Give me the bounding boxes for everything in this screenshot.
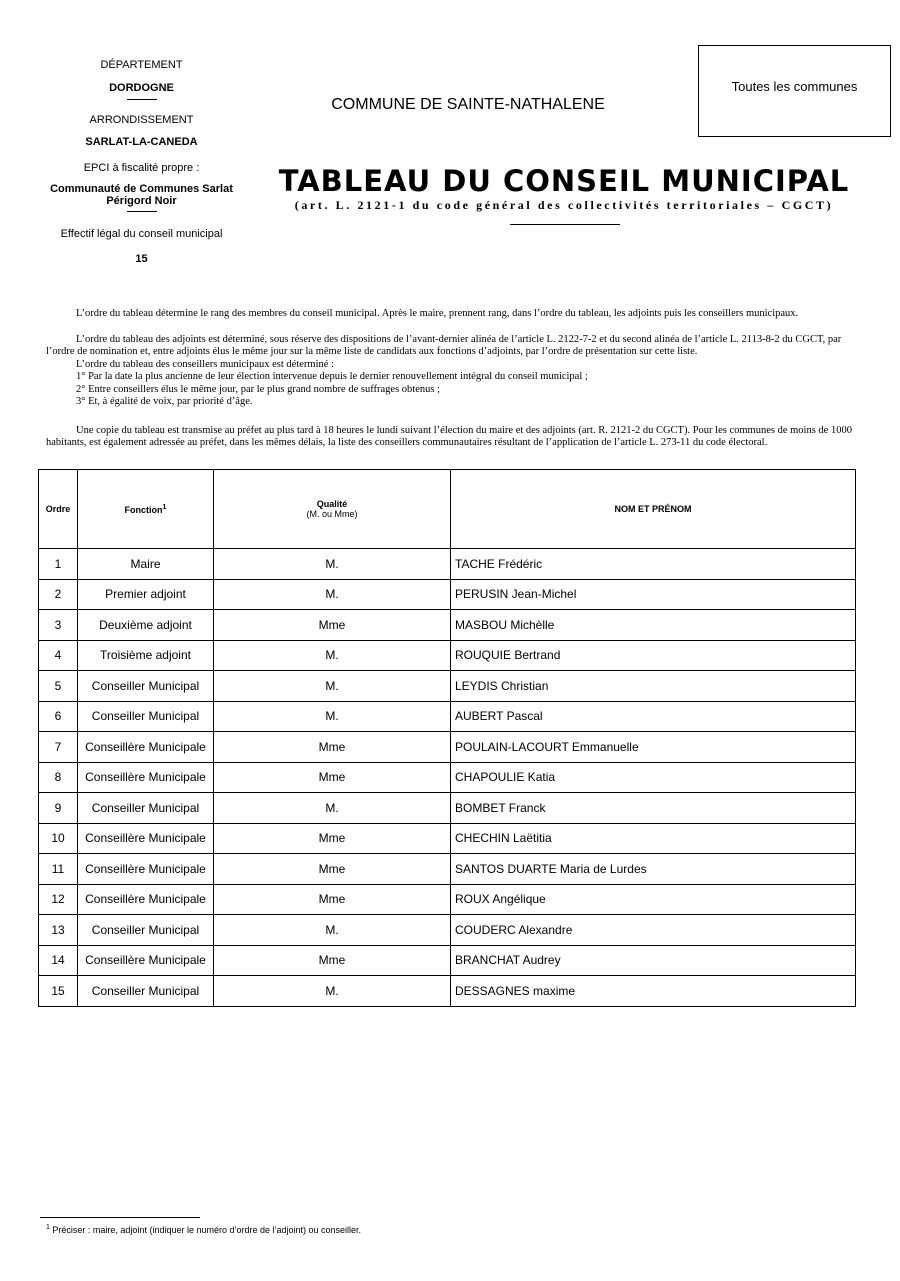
table-header-row (39, 470, 856, 549)
cell-nom: ROUQUIE Bertrand (451, 640, 856, 671)
cell-ordre: 3 (39, 610, 78, 641)
cell-ordre: 14 (39, 945, 78, 976)
table-row (39, 823, 856, 854)
cell-ordre: 6 (39, 701, 78, 732)
cell-nom: CHAPOULIE Katia (451, 762, 856, 793)
cell-fonction: Troisième adjoint (78, 640, 214, 671)
rules-text (46, 308, 856, 450)
cell-qualite: M. (214, 701, 451, 732)
table-body (39, 549, 856, 1007)
separator (127, 99, 157, 100)
table-row (39, 732, 856, 763)
cell-qualite: M. (214, 915, 451, 946)
cell-fonction: Deuxième adjoint (78, 610, 214, 641)
rule-paragraph: L’ordre du tableau des adjoints est déterminé, sous réserve des dispositions de l’avant-dernier alinéa de l’article L. 2122-7-2 et du second alinéa de l’article L. 2113-8-2 du CGCT, par l’ordre de nomination et, entre adjoints élus le même jour sur la même liste de candidats aux fonctions d’adjoints, par l’ordre de présentation sur cette liste. (46, 333, 842, 357)
cell-qualite: M. (214, 549, 451, 580)
page-title: TABLEAU DU CONSEIL MUNICIPAL (278, 164, 850, 198)
table-row (39, 701, 856, 732)
cell-ordre: 7 (39, 732, 78, 763)
cell-ordre: 11 (39, 854, 78, 885)
commune-scope-text: Toutes les communes (731, 79, 858, 94)
title-divider (510, 224, 620, 225)
rule-paragraph: L’ordre du tableau détermine le rang des membres du conseil municipal. Après le maire, prennent rang, dans l’ordre du tableau, les adjoints puis les conseillers municipaux. (76, 308, 799, 319)
rule-paragraph: 3° Et, à égalité de voix, par priorité d’âge. (76, 396, 253, 407)
cell-fonction: Premier adjoint (78, 579, 214, 610)
cell-fonction: Conseiller Municipal (78, 976, 214, 1007)
table-row (39, 976, 856, 1007)
cell-nom: DESSAGNES maxime (451, 976, 856, 1007)
cell-ordre: 8 (39, 762, 78, 793)
cell-qualite: Mme (214, 823, 451, 854)
header-nom: NOM ET PRÉNOM (451, 470, 856, 549)
table-row (39, 579, 856, 610)
cell-qualite: M. (214, 976, 451, 1007)
table-row (39, 854, 856, 885)
effectif-label: Effectif légal du conseil municipal (60, 228, 223, 240)
table-row (39, 762, 856, 793)
cell-ordre: 12 (39, 884, 78, 915)
cell-nom: BOMBET Franck (451, 793, 856, 824)
cell-fonction: Maire (78, 549, 214, 580)
commune-name: COMMUNE DE SAINTE-NATHALENE (331, 96, 605, 113)
cell-fonction: Conseiller Municipal (78, 671, 214, 702)
footnote-divider (40, 1217, 200, 1218)
cell-ordre: 4 (39, 640, 78, 671)
rule-paragraph: 2° Entre conseillers élus le même jour, par le plus grand nombre de suffrages obtenus ; (76, 383, 440, 395)
table-row (39, 610, 856, 641)
cell-nom: SANTOS DUARTE Maria de Lurdes (451, 854, 856, 885)
cell-qualite: M. (214, 671, 451, 702)
cell-nom: LEYDIS Christian (451, 671, 856, 702)
cell-fonction: Conseiller Municipal (78, 915, 214, 946)
cell-qualite: M. (214, 579, 451, 610)
cell-nom: BRANCHAT Audrey (451, 945, 856, 976)
cell-nom: POULAIN-LACOURT Emmanuelle (451, 732, 856, 763)
cell-ordre: 5 (39, 671, 78, 702)
cell-fonction: Conseillère Municipale (78, 884, 214, 915)
cell-nom: ROUX Angélique (451, 884, 856, 915)
effectif-value: 15 (135, 253, 148, 265)
cell-nom: COUDERC Alexandre (451, 915, 856, 946)
cell-fonction: Conseillère Municipale (78, 762, 214, 793)
footnote-number: 1 (46, 1224, 50, 1231)
table-row (39, 549, 856, 580)
cell-qualite: M. (214, 640, 451, 671)
cell-qualite: Mme (214, 732, 451, 763)
cell-nom: MASBOU Michèlle (451, 610, 856, 641)
arrondissement-value: SARLAT-LA-CANEDA (85, 136, 198, 148)
rule-paragraph: Une copie du tableau est transmise au préfet au plus tard à 18 heures le lundi suivant l’élection du maire et des adjoints (art. R. 2121-2 du CGCT). Pour les communes de moins de 1000 habitants, est également adressée au préfet, dans les mêmes délais, la liste des conseillers communautaires résultant de l’application de l’article L. 273-11 du code électoral. (46, 424, 852, 448)
cell-fonction: Conseillère Municipale (78, 823, 214, 854)
rule-paragraph: 1° Par la date la plus ancienne de leur élection intervenue depuis le dernier renouvellement intégral du conseil municipal ; (76, 371, 588, 382)
footnote-text: Préciser : maire, adjoint (indiquer le numéro d’ordre de l’adjoint) ou conseiller. (49, 1225, 362, 1235)
cell-qualite: Mme (214, 884, 451, 915)
table-row (39, 884, 856, 915)
table-row (39, 671, 856, 702)
council-table (38, 469, 856, 1007)
header-qualite-label: Qualité (316, 499, 348, 509)
cell-qualite: Mme (214, 762, 451, 793)
cell-qualite: M. (214, 793, 451, 824)
cell-ordre: 10 (39, 823, 78, 854)
table-row (39, 915, 856, 946)
header-fonction-label: Fonction (124, 504, 163, 515)
cell-ordre: 15 (39, 976, 78, 1007)
table-row (39, 793, 856, 824)
arrondissement-label: ARRONDISSEMENT (89, 114, 194, 126)
cell-nom: TACHE Frédéric (451, 549, 856, 580)
cell-fonction: Conseiller Municipal (78, 793, 214, 824)
cell-ordre: 2 (39, 579, 78, 610)
header-fonction (78, 470, 214, 549)
administrative-info (40, 58, 243, 266)
header-ordre: Ordre (39, 470, 78, 549)
cell-nom: CHECHIN Laëtitia (451, 823, 856, 854)
footnote (46, 1224, 361, 1235)
cell-ordre: 1 (39, 549, 78, 580)
cell-nom: PERUSIN Jean-Michel (451, 579, 856, 610)
departement-label: DÉPARTEMENT (100, 59, 183, 71)
page-subtitle: (art. L. 2121-1 du code général des collectivités territoriales – CGCT) (294, 198, 834, 212)
cell-ordre: 13 (39, 915, 78, 946)
epci-label: EPCI à fiscalité propre : (83, 162, 200, 174)
cell-fonction: Conseiller Municipal (78, 701, 214, 732)
cell-fonction: Conseillère Municipale (78, 732, 214, 763)
footnote-marker: 1 (162, 503, 167, 511)
cell-ordre: 9 (39, 793, 78, 824)
departement-value: DORDOGNE (109, 82, 174, 94)
commune-scope-box (698, 45, 891, 137)
cell-fonction: Conseillère Municipale (78, 854, 214, 885)
cell-fonction: Conseillère Municipale (78, 945, 214, 976)
cell-qualite: Mme (214, 610, 451, 641)
cell-qualite: Mme (214, 945, 451, 976)
separator (127, 211, 157, 212)
table-row (39, 640, 856, 671)
cell-qualite: Mme (214, 854, 451, 885)
epci-value: Communauté de Communes Sarlat Périgord Noir (50, 183, 233, 207)
header-qualite (214, 470, 451, 549)
rule-paragraph: L’ordre du tableau des conseillers municipaux est déterminé : (76, 358, 334, 370)
cell-nom: AUBERT Pascal (451, 701, 856, 732)
header-qualite-sub: (M. ou Mme) (306, 509, 358, 519)
table-row (39, 945, 856, 976)
